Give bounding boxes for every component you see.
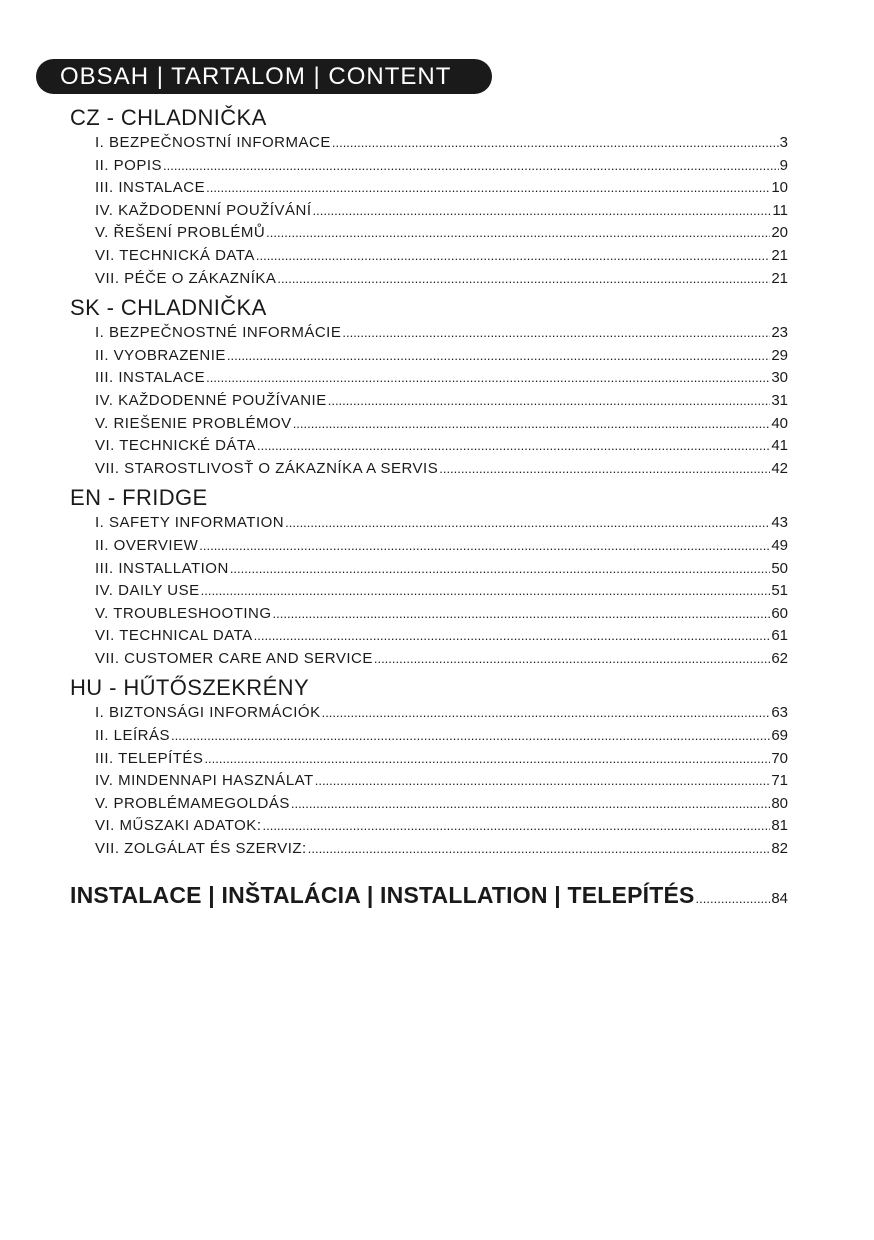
toc-entry[interactable] xyxy=(70,815,788,838)
entry-page: 3 xyxy=(779,134,788,151)
toc-entry[interactable] xyxy=(70,770,788,793)
toc-entry[interactable] xyxy=(70,702,788,725)
entry-label: VI. TECHNICKÁ DATA xyxy=(95,246,255,264)
entry-page: 49 xyxy=(771,536,788,554)
entry-page: 21 xyxy=(771,246,788,264)
installation-page: 84 xyxy=(771,890,788,907)
entry-page: 61 xyxy=(771,627,788,645)
dot-leader xyxy=(257,435,770,458)
entry-page: 51 xyxy=(771,582,788,600)
entry-label: II. VYOBRAZENIE xyxy=(95,346,226,364)
toc-entry[interactable] xyxy=(70,725,788,748)
entry-page: 71 xyxy=(771,772,788,790)
dot-leader xyxy=(328,390,771,413)
toc-entry[interactable] xyxy=(70,625,788,648)
entry-label: VII. STAROSTLIVOSŤ O ZÁKAZNÍKA A SERVIS xyxy=(95,459,439,477)
toc-entry[interactable] xyxy=(70,413,788,436)
entry-label: IV. KAŽDODENNÉ POUŽÍVANIE xyxy=(95,391,327,409)
installation-label: INSTALACE | INŠTALÁCIA | INSTALLATION | TELEPÍTÉS xyxy=(70,882,695,908)
entry-label: II. LEÍRÁS xyxy=(95,727,171,745)
dot-leader xyxy=(277,268,770,291)
entry-label: I. SAFETY INFORMATION xyxy=(95,514,285,532)
dot-leader xyxy=(285,512,770,535)
toc-entry[interactable] xyxy=(70,580,788,603)
dot-leader xyxy=(313,200,772,223)
entry-page: 11 xyxy=(772,201,788,219)
entry-label: III. INSTALACE xyxy=(95,179,206,197)
section-sk xyxy=(70,294,788,480)
toc-entry[interactable] xyxy=(70,268,788,291)
installation-entry[interactable] xyxy=(70,882,788,909)
contents-header xyxy=(36,59,492,94)
dot-leader xyxy=(254,625,771,648)
dot-leader xyxy=(256,245,770,268)
dot-leader xyxy=(273,603,771,626)
dot-leader xyxy=(230,558,771,581)
entry-label: VII. PÉČE O ZÁKAZNÍKA xyxy=(95,269,277,287)
entry-page: 30 xyxy=(771,369,788,387)
entry-label: III. INSTALLATION xyxy=(95,559,229,577)
entry-page: 80 xyxy=(771,794,788,812)
section-title: CZ - CHLADNIČKA xyxy=(70,105,267,130)
dot-leader xyxy=(696,891,771,906)
toc-entry[interactable] xyxy=(70,535,788,558)
dot-leader xyxy=(315,770,771,793)
contents-title: OBSAH | TARTALOM | CONTENT xyxy=(60,63,452,90)
entry-page: 20 xyxy=(771,224,788,242)
dot-leader xyxy=(262,815,770,838)
toc-entry[interactable] xyxy=(70,603,788,626)
dot-leader xyxy=(439,458,770,481)
entry-label: III. INSTALACE xyxy=(95,369,206,387)
entry-page: 40 xyxy=(771,414,788,432)
section-cz xyxy=(70,104,788,290)
dot-leader xyxy=(291,793,770,816)
entry-page: 82 xyxy=(771,840,788,858)
section-en xyxy=(70,484,788,670)
entry-page: 9 xyxy=(779,156,788,174)
toc-entry[interactable] xyxy=(70,345,788,368)
entry-page: 42 xyxy=(771,459,788,477)
entry-page: 50 xyxy=(771,559,788,577)
dot-leader xyxy=(308,838,771,861)
entry-label: IV. KAŽDODENNÍ POUŽÍVÁNÍ xyxy=(95,201,312,219)
entry-label: V. PROBLÉMAMEGOLDÁS xyxy=(95,794,290,812)
entry-page: 81 xyxy=(771,817,788,835)
dot-leader xyxy=(227,345,770,368)
entry-label: VI. MŰSZAKI ADATOK: xyxy=(95,817,262,835)
entry-label: V. RIEŠENIE PROBLÉMOV xyxy=(95,414,292,432)
toc-entry[interactable] xyxy=(70,200,788,223)
dot-leader xyxy=(206,177,770,200)
entry-page: 23 xyxy=(771,324,788,342)
entry-label: II. POPIS xyxy=(95,156,163,174)
table-of-contents xyxy=(70,104,788,861)
dot-leader xyxy=(322,702,771,725)
section-hu xyxy=(70,674,788,860)
entry-page: 63 xyxy=(771,704,788,722)
entry-page: 29 xyxy=(771,346,788,364)
toc-entry[interactable] xyxy=(70,512,788,535)
dot-leader xyxy=(171,725,770,748)
dot-leader xyxy=(199,535,770,558)
entry-label: V. TROUBLESHOOTING xyxy=(95,604,272,622)
dot-leader xyxy=(206,367,770,390)
entry-label: VI. TECHNICAL DATA xyxy=(95,627,253,645)
toc-entry[interactable] xyxy=(70,793,788,816)
entry-label: III. TELEPÍTÉS xyxy=(95,749,204,767)
entry-page: 21 xyxy=(771,269,788,287)
dot-leader xyxy=(342,322,770,345)
dot-leader xyxy=(163,155,779,178)
entry-page: 31 xyxy=(771,391,788,409)
section-title: HU - HŰTŐSZEKRÉNY xyxy=(70,675,310,701)
toc-entry[interactable] xyxy=(70,748,788,771)
entry-label: VII. ZOLGÁLAT ÉS SZERVIZ: xyxy=(95,840,307,858)
entry-page: 62 xyxy=(771,649,788,667)
dot-leader xyxy=(266,222,770,245)
section-title: EN - FRIDGE xyxy=(70,485,208,511)
section-title: SK - CHLADNIČKA xyxy=(70,295,267,321)
toc-entry[interactable] xyxy=(70,458,788,481)
entry-page: 60 xyxy=(771,604,788,622)
toc-entry[interactable] xyxy=(70,322,788,345)
entry-label: VII. CUSTOMER CARE AND SERVICE xyxy=(95,649,373,667)
entry-label: VI. TECHNICKÉ DÁTA xyxy=(95,437,256,455)
toc-entry[interactable] xyxy=(70,367,788,390)
entry-label: I. BIZTONSÁGI INFORMÁCIÓK xyxy=(95,704,321,722)
dot-leader xyxy=(204,748,770,771)
entry-label: V. ŘEŠENÍ PROBLÉMŮ xyxy=(95,224,266,242)
toc-entry[interactable] xyxy=(70,245,788,268)
dot-leader xyxy=(332,132,779,155)
entry-page: 41 xyxy=(771,437,788,455)
entry-page: 70 xyxy=(771,749,788,767)
entry-page: 10 xyxy=(771,179,788,197)
toc-entry[interactable] xyxy=(70,838,788,861)
toc-entry[interactable] xyxy=(70,132,788,155)
toc-entry[interactable] xyxy=(70,558,788,581)
entry-label: II. OVERVIEW xyxy=(95,536,199,554)
dot-leader xyxy=(293,413,771,436)
entry-label: I. BEZPEČNOSTNÉ INFORMÁCIE xyxy=(95,324,342,342)
toc-entry[interactable] xyxy=(70,390,788,413)
entry-label: IV. MINDENNAPI HASZNÁLAT xyxy=(95,772,314,790)
dot-leader xyxy=(201,580,771,603)
entry-label: IV. DAILY USE xyxy=(95,582,200,600)
toc-entry[interactable] xyxy=(70,435,788,458)
entry-label: I. BEZPEČNOSTNÍ INFORMACE xyxy=(95,134,331,151)
entry-page: 69 xyxy=(771,727,788,745)
toc-entry[interactable] xyxy=(70,222,788,245)
entry-page: 43 xyxy=(771,514,788,532)
toc-entry[interactable] xyxy=(70,177,788,200)
dot-leader xyxy=(374,648,770,671)
toc-entry[interactable] xyxy=(70,155,788,178)
toc-entry[interactable] xyxy=(70,648,788,671)
